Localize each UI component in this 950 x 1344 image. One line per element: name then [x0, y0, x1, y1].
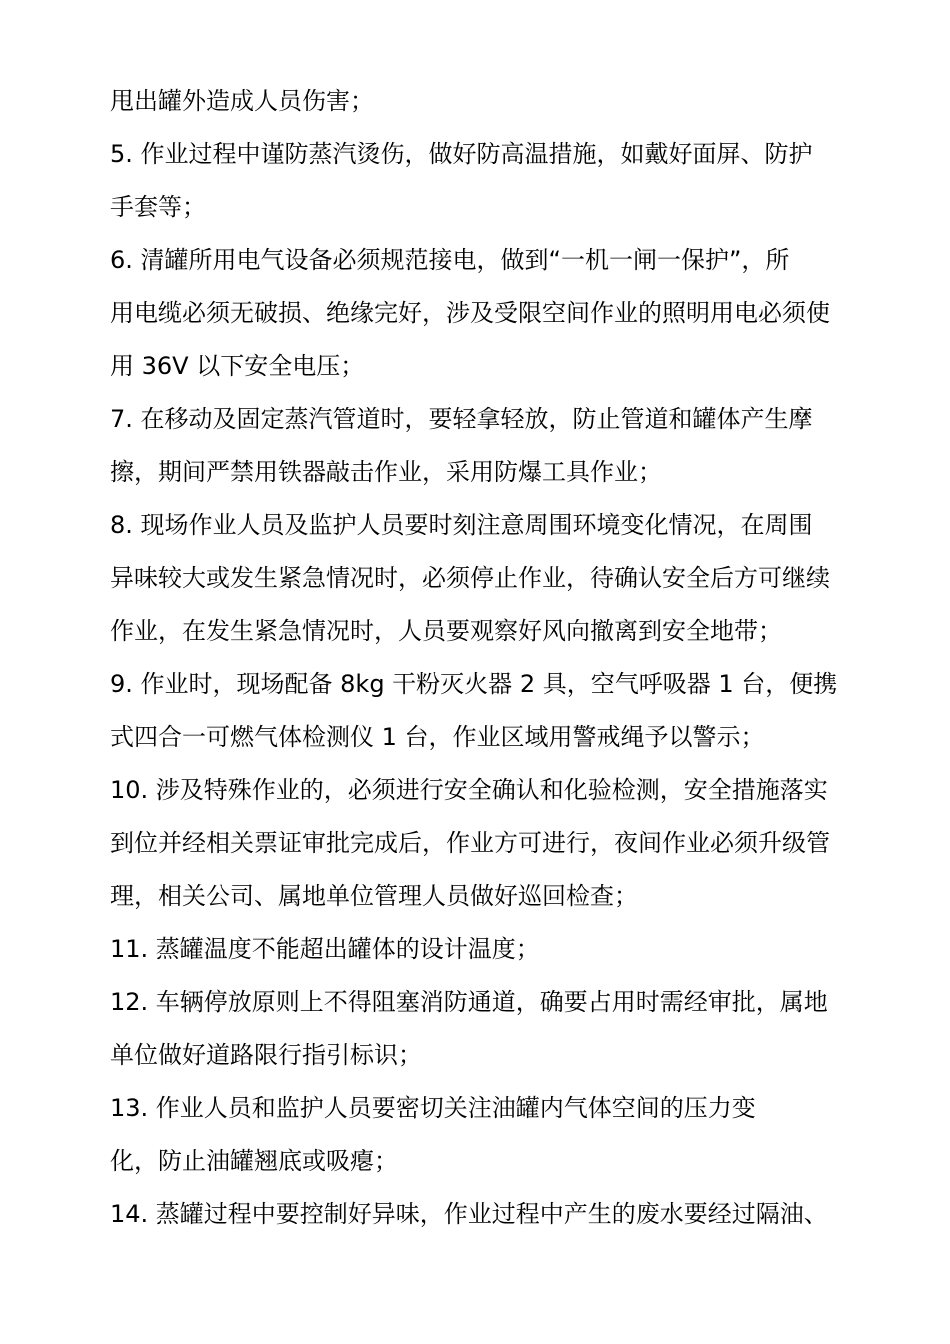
text-line: 甩出罐外造成人员伤害； — [110, 87, 374, 115]
text-line: 13. 作业人员和监护人员要密切关注油罐内气体空间的压力变 — [110, 1094, 756, 1122]
text-line: 到位并经相关票证审批完成后，作业方可进行，夜间作业必须升级管 — [110, 829, 830, 857]
text-line: 14. 蒸罐过程中要控制好异味，作业过程中产生的废水要经过隔油、 — [110, 1200, 828, 1228]
text-line: 7. 在移动及固定蒸汽管道时，要轻拿轻放，防止管道和罐体产生摩 — [110, 405, 813, 433]
text-line: 6. 清罐所用电气设备必须规范接电，做到“一机一闸一保护”，所 — [110, 246, 790, 274]
text-line: 10. 涉及特殊作业的，必须进行安全确认和化验检测，安全措施落实 — [110, 776, 828, 804]
text-line: 异味较大或发生紧急情况时，必须停止作业，待确认安全后方可继续 — [110, 564, 830, 592]
text-line: 12. 车辆停放原则上不得阻塞消防通道，确要占用时需经审批，属地 — [110, 988, 828, 1016]
text-line: 理，相关公司、属地单位管理人员做好巡回检查； — [110, 882, 638, 910]
text-line: 用 36V 以下安全电压； — [110, 352, 365, 380]
text-line: 作业，在发生紧急情况时，人员要观察好风向撤离到安全地带； — [110, 617, 782, 645]
text-line: 化，防止油罐翘底或吸瘪； — [110, 1147, 398, 1175]
text-line: 5. 作业过程中谨防蒸汽烫伤，做好防高温措施，如戴好面屏、防护 — [110, 140, 813, 168]
text-line: 9. 作业时，现场配备 8kg 干粉灭火器 2 具，空气呼吸器 1 台，便携 — [110, 670, 838, 698]
text-line: 擦，期间严禁用铁器敲击作业，采用防爆工具作业； — [110, 458, 662, 486]
text-line: 11. 蒸罐温度不能超出罐体的设计温度； — [110, 935, 540, 963]
text-line: 用电缆必须无破损、绝缘完好，涉及受限空间作业的照明用电必须使 — [110, 299, 830, 327]
text-line: 单位做好道路限行指引标识； — [110, 1041, 422, 1069]
text-line: 式四合一可燃气体检测仪 1 台，作业区域用警戒绳予以警示； — [110, 723, 765, 751]
text-line: 8. 现场作业人员及监护人员要时刻注意周围环境变化情况，在周围 — [110, 511, 813, 539]
text-line: 手套等； — [110, 193, 206, 221]
